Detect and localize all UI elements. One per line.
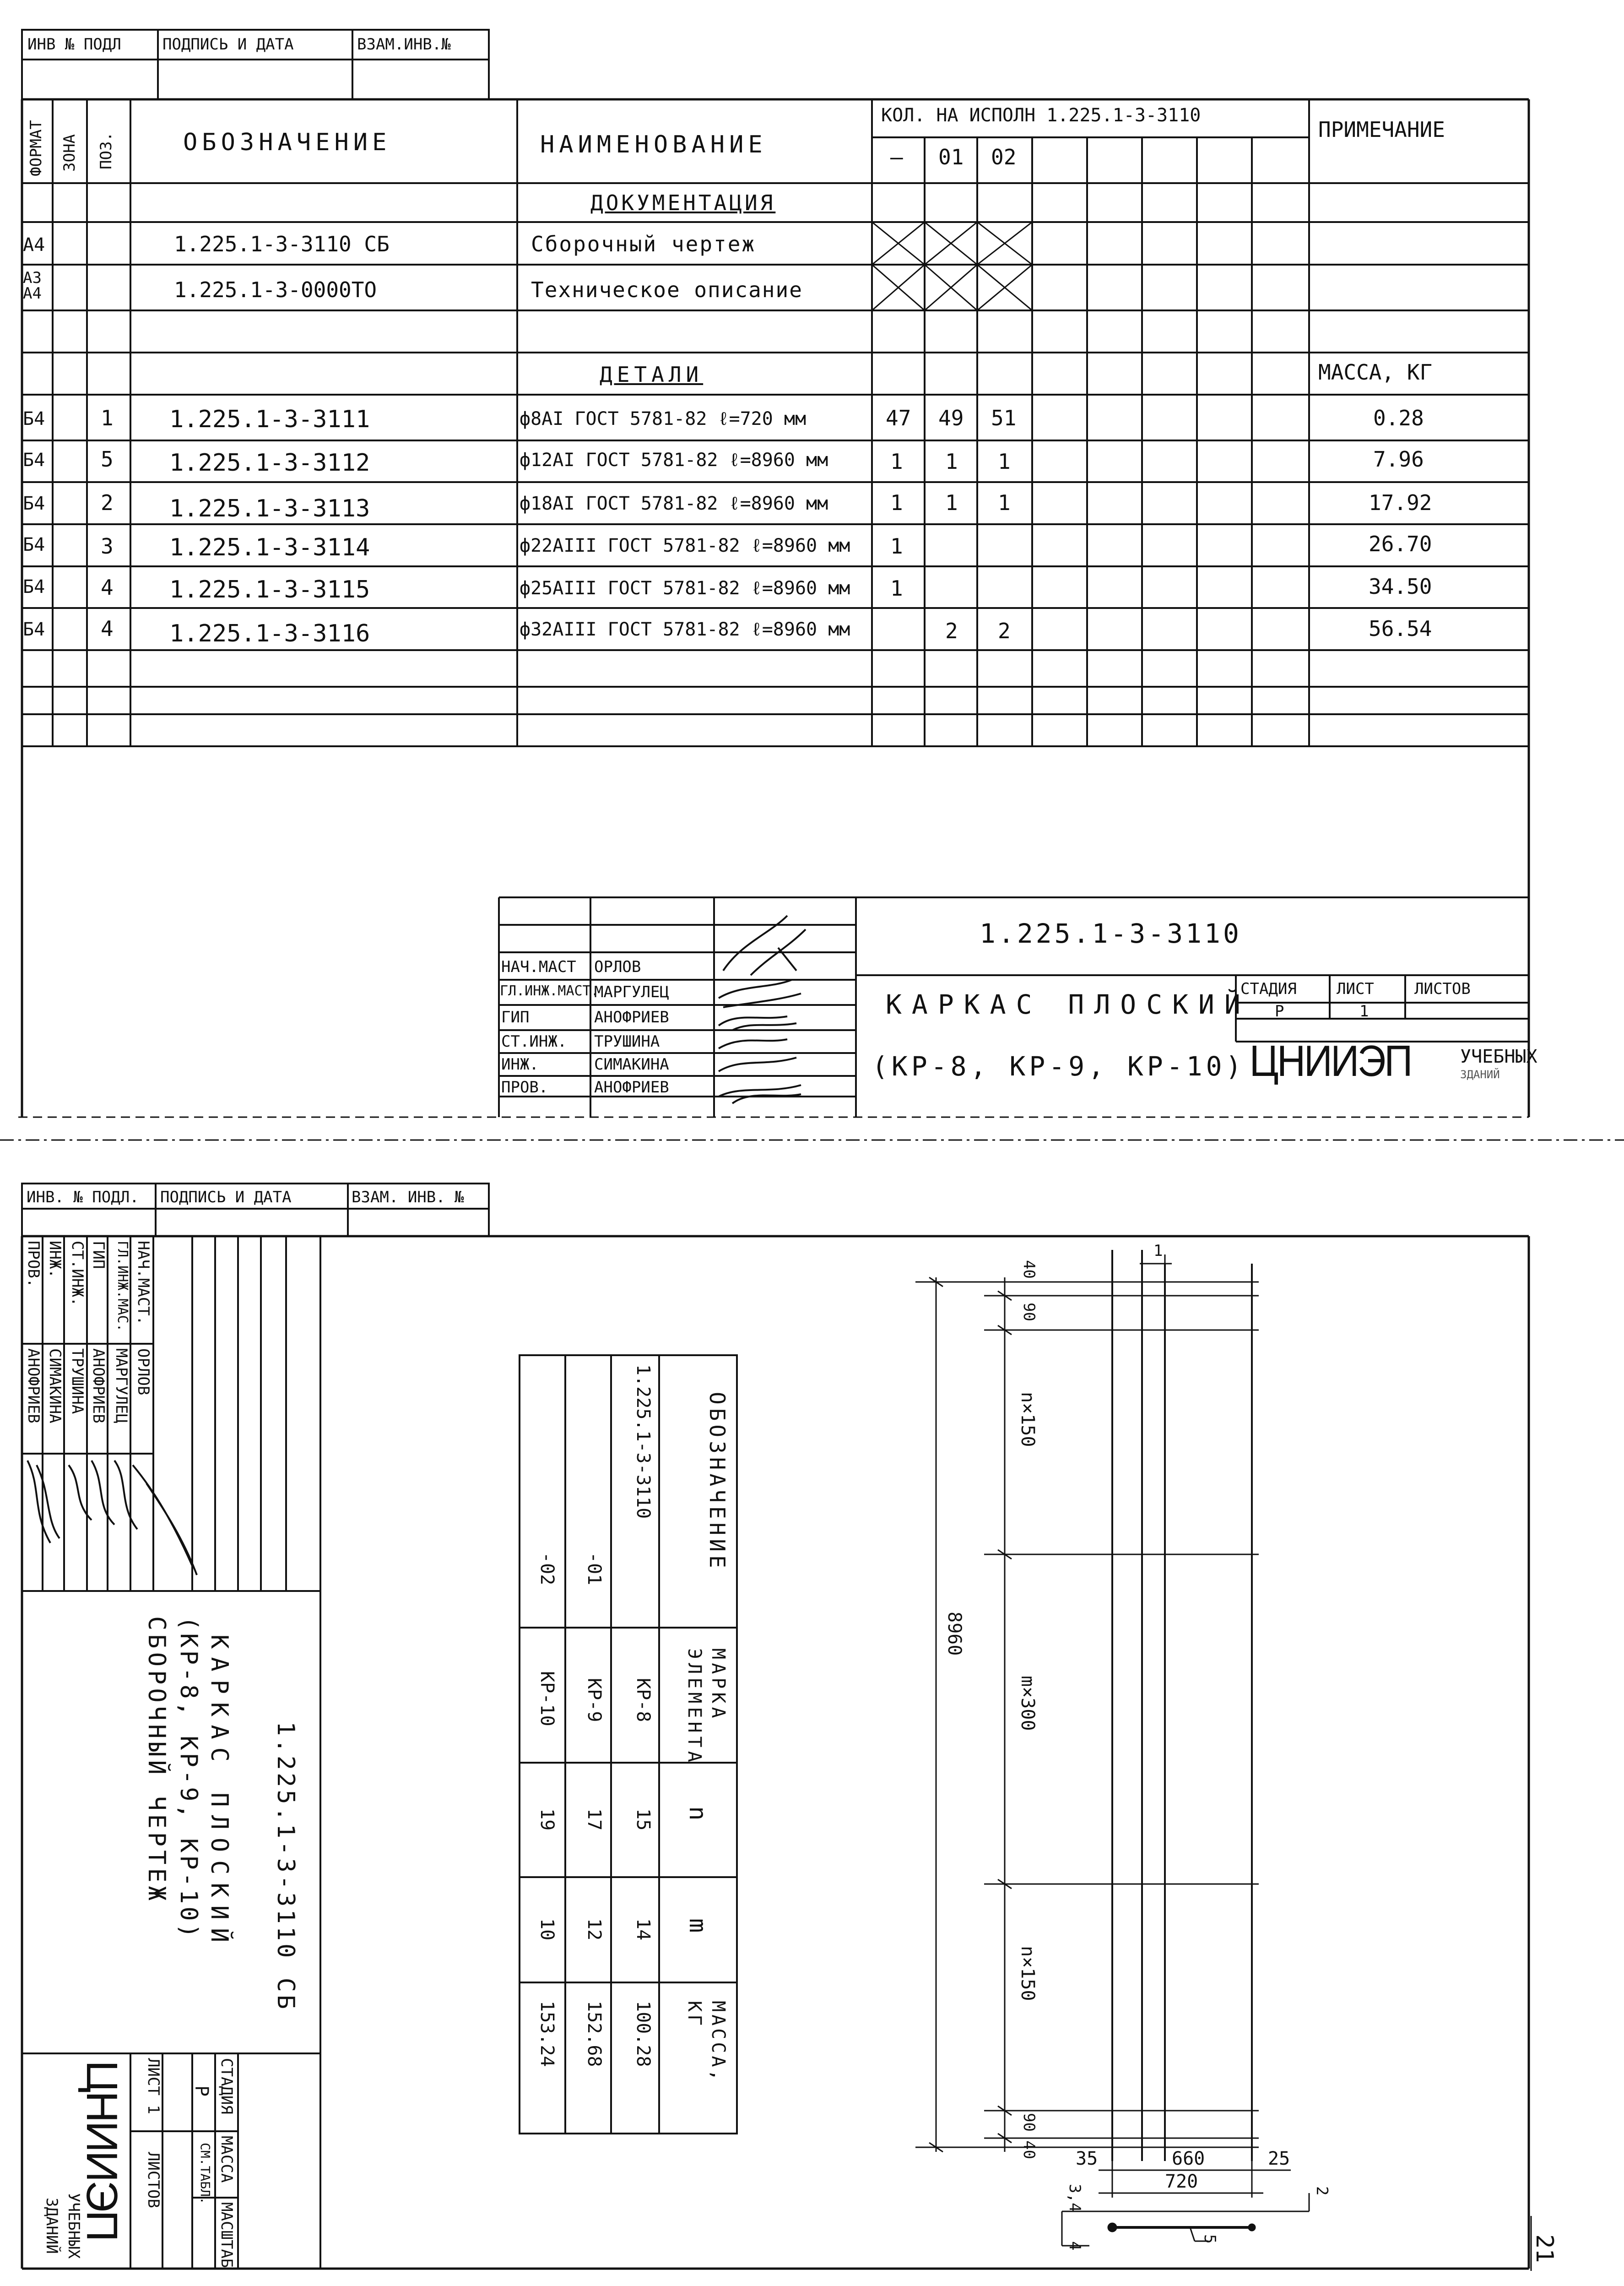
stamp-sign: ПОДПИСЬ И ДАТА	[162, 35, 294, 54]
stamp-inv: ИНВ № ПОДЛ	[27, 35, 121, 54]
part-q0: 1	[890, 490, 903, 515]
col-format: ФОРМАТ	[27, 120, 45, 176]
part-pos: 4	[101, 575, 114, 600]
tb1-stage-label: СТАДИЯ	[1240, 980, 1297, 998]
col-zone: ЗОНА	[60, 134, 79, 172]
dim-v-5: 90	[1020, 2113, 1038, 2132]
tb2-name-1: МАРГУЛЕЦ	[112, 1348, 130, 1423]
tb2-role-1: ГЛ.ИНЖ.МАС.	[114, 1241, 130, 1332]
tb2-role-5: ПРОВ.	[24, 1241, 43, 1288]
tb1-org: ЦНИИЭП	[1249, 1037, 1411, 1086]
tb2-mass-label: МАССА	[217, 2136, 236, 2183]
t2-h-designation: ОБОЗНАЧЕНИЕ	[705, 1392, 730, 1572]
tb1-role-3: СТ.ИНЖ.	[501, 1032, 567, 1051]
tb2-name-5: АНОФРИЕВ	[24, 1348, 43, 1423]
t2-r1-mark: КР-9	[584, 1678, 605, 1722]
t2-r2-m: 10	[536, 1918, 558, 1941]
stamp2-sign: ПОДПИСЬ И ДАТА	[160, 1188, 292, 1206]
part-pos: 3	[101, 534, 114, 559]
part-pos: 1	[101, 406, 114, 430]
part-q2: 1	[998, 449, 1011, 474]
part-name: ф22АIII ГОСТ 5781-82 ℓ=8960 мм	[520, 535, 850, 556]
part-q0: 1	[890, 449, 903, 474]
tb1-sheet-label: ЛИСТ	[1337, 980, 1374, 998]
part-q1: 2	[945, 619, 958, 643]
tb2-sheets-label: ЛИСТОВ	[144, 2152, 162, 2208]
part-q0: 47	[886, 406, 911, 430]
tb2-title1: КАРКАС ПЛОСКИЙ	[206, 1634, 233, 1951]
part-mass: 34.50	[1369, 574, 1432, 599]
tb2-sheet-label: ЛИСТ 1	[144, 2058, 162, 2114]
tb1-code: 1.225.1-3-3110	[980, 918, 1242, 949]
tb2-org-sub2: ЗДАНИЙ	[43, 2198, 61, 2254]
part-mass: 7.96	[1373, 447, 1424, 472]
tb2-role-0: НАЧ.МАСТ.	[134, 1241, 152, 1325]
tb1-stage: Р	[1275, 1002, 1284, 1021]
part-name: ф25АIII ГОСТ 5781-82 ℓ=8960 мм	[520, 578, 850, 599]
doc2-format: А3 А4	[23, 269, 42, 303]
dim-v-6: 40	[1020, 2140, 1038, 2159]
part-name: ф32АIII ГОСТ 5781-82 ℓ=8960 мм	[520, 619, 850, 640]
dim-v-2: n×150	[1017, 1392, 1038, 1447]
dim-h-1: 660	[1172, 2148, 1205, 2169]
tb2-title2: (КР-8, КР-9, КР-10)	[175, 1616, 202, 1941]
doc2-designation: 1.225.1-3-0000ТО	[174, 277, 377, 302]
part-pos: 2	[101, 490, 114, 515]
tb1-name-5: АНОФРИЕВ	[594, 1078, 669, 1097]
tb1-role-5: ПРОВ.	[501, 1078, 548, 1097]
part-q2: 1	[998, 490, 1011, 515]
t2-r1-m: 12	[584, 1918, 605, 1941]
part-designation: 1.225.1-3-3112	[169, 449, 370, 477]
dim-v-4: n×150	[1017, 1946, 1038, 2001]
dim-h-0: 35	[1076, 2148, 1098, 2169]
tb2-mass: СМ.ТАБЛ.	[198, 2143, 213, 2205]
part-format: Б4	[23, 619, 45, 640]
tb2-title3: СБОРОЧНЫЙ ЧЕРТЕЖ	[143, 1616, 170, 1904]
col-designation: ОБОЗНАЧЕНИЕ	[183, 129, 391, 156]
tb2-code: 1.225.1-3-3110 СБ	[272, 1721, 299, 2012]
qty-col-0: —	[890, 145, 903, 169]
part-mass: 0.28	[1373, 406, 1424, 430]
col-note: ПРИМЕЧАНИЕ	[1318, 117, 1445, 142]
part-q0: 1	[890, 576, 903, 601]
mass-header: МАССА, КГ	[1318, 360, 1433, 385]
tb1-title1: КАРКАС ПЛОСКИЙ	[886, 989, 1250, 1020]
part-format: Б4	[23, 534, 45, 555]
part-mass: 26.70	[1369, 532, 1432, 556]
page-number: 21	[1531, 2234, 1558, 2263]
tb2-scale-label: МАСШТАБ	[217, 2202, 236, 2268]
t2-r2-mark: КР-10	[536, 1671, 558, 1727]
dim-h-2: 25	[1268, 2148, 1290, 2169]
dim-v-1: 90	[1020, 1303, 1038, 1321]
stamp-replace: ВЗАМ.ИНВ.№	[357, 35, 451, 54]
t2-r2-designation: -02	[536, 1552, 558, 1586]
tb1-org-sub: УЧЕБНЫХ	[1460, 1046, 1537, 1067]
part-format: Б4	[23, 408, 45, 429]
part-designation: 1.225.1-3-3113	[169, 495, 370, 522]
doc1-designation: 1.225.1-3-3110 СБ	[174, 232, 390, 256]
t2-r0-mark: КР-8	[633, 1678, 654, 1722]
tb2-org-sub: УЧЕБНЫХ	[65, 2193, 83, 2259]
callout-1: 1	[1153, 1242, 1163, 1260]
tb1-role-4: ИНЖ.	[501, 1055, 539, 1074]
part-q0: 1	[890, 534, 903, 559]
t2-r0-n: 15	[633, 1808, 654, 1831]
tb1-sheet: 1	[1359, 1002, 1369, 1021]
tb2-role-4: ИНЖ.	[46, 1241, 64, 1278]
tb1-name-3: ТРУШИНА	[594, 1032, 660, 1051]
tb1-name-0: ОРЛОВ	[594, 958, 641, 976]
callout-3-4: 3,4	[1066, 2184, 1084, 2212]
qty-col-2: 02	[991, 145, 1017, 169]
tb1-title2: (КР-8, КР-9, КР-10)	[872, 1051, 1245, 1082]
tb1-name-1: МАРГУЛЕЦ	[594, 983, 669, 1001]
qty-col-1: 01	[938, 145, 964, 169]
t2-r2-mass: 153.24	[536, 2001, 558, 2067]
tb2-name-4: СИМАКИНА	[46, 1348, 64, 1423]
doc1-format: А4	[23, 234, 45, 255]
section-parts: ДЕТАЛИ	[600, 362, 704, 387]
dim-v-0: 40	[1020, 1260, 1038, 1279]
part-q1: 1	[945, 449, 958, 474]
tb2-org: ЦНИИЭП	[77, 2060, 126, 2240]
part-name: ф18АI ГОСТ 5781-82 ℓ=8960 мм	[520, 493, 828, 514]
doc1-name: Сборочный чертеж	[531, 232, 756, 256]
dim-total: 8960	[944, 1612, 965, 1656]
tb1-name-2: АНОФРИЕВ	[594, 1008, 669, 1026]
callout-5: 5	[1201, 2234, 1219, 2244]
part-format: Б4	[23, 576, 45, 597]
t2-r1-designation: -01	[584, 1552, 605, 1586]
t2-r1-mass: 152.68	[584, 2001, 605, 2067]
part-name: ф8АI ГОСТ 5781-82 ℓ=720 мм	[520, 408, 807, 429]
section-docs: ДОКУМЕНТАЦИЯ	[590, 190, 776, 215]
part-pos: 4	[101, 616, 114, 641]
tb1-org-sub2: ЗДАНИЙ	[1460, 1068, 1500, 1081]
t2-h-mass: МАССА, КГ	[684, 2001, 729, 2084]
t2-r0-m: 14	[633, 1918, 654, 1941]
part-q2: 51	[991, 406, 1017, 430]
part-mass: 17.92	[1369, 490, 1432, 515]
tb2-stage-label: СТАДИЯ	[217, 2058, 236, 2114]
col-name: НАИМЕНОВАНИЕ	[540, 131, 767, 158]
part-name: ф12АI ГОСТ 5781-82 ℓ=8960 мм	[520, 450, 828, 471]
tb1-role-1: ГЛ.ИНЖ.МАСТ.	[500, 983, 599, 999]
part-designation: 1.225.1-3-3114	[169, 534, 370, 561]
t2-h-n: n	[684, 1806, 711, 1821]
part-designation: 1.225.1-3-3115	[169, 576, 370, 603]
tb2-name-3: ТРУШИНА	[68, 1348, 87, 1414]
tb1-role-2: ГИП	[501, 1008, 530, 1026]
col-qty: КОЛ. НА ИСПОЛН 1.225.1-3-3110	[881, 105, 1201, 126]
part-q1: 49	[938, 406, 964, 430]
tb1-sheets-label: ЛИСТОВ	[1414, 980, 1471, 998]
tb2-name-2: АНОФРИЕВ	[89, 1348, 108, 1423]
t2-h-mark: МАРКА ЭЛЕМЕНТА	[684, 1648, 729, 1766]
part-q2: 2	[998, 619, 1011, 643]
callout-2: 2	[1313, 2186, 1331, 2196]
t2-r2-n: 19	[536, 1808, 558, 1831]
doc2-name: Техническое описание	[531, 277, 803, 302]
tb1-role-0: НАЧ.МАСТ	[501, 958, 576, 976]
tb2-role-2: ГИП	[89, 1241, 108, 1269]
dim-h-3: 720	[1165, 2171, 1198, 2192]
t2-r1-n: 17	[584, 1808, 605, 1831]
t2-r0-designation: 1.225.1-3-3110	[633, 1364, 654, 1519]
dim-v-3: m×300	[1017, 1676, 1038, 1731]
tb2-stage: Р	[191, 2085, 212, 2097]
part-format: Б4	[23, 493, 45, 514]
part-designation: 1.225.1-3-3116	[169, 620, 370, 647]
part-q1: 1	[945, 490, 958, 515]
t2-h-m: m	[684, 1918, 711, 1933]
stamp2-inv: ИНВ. № ПОДЛ.	[27, 1188, 139, 1206]
col-pos: ПОЗ.	[97, 132, 115, 169]
tb2-role-3: СТ.ИНЖ.	[68, 1241, 87, 1307]
part-mass: 56.54	[1369, 616, 1432, 641]
t2-r0-mass: 100.28	[633, 2001, 654, 2067]
part-format: Б4	[23, 450, 45, 471]
stamp2-replace: ВЗАМ. ИНВ. №	[352, 1188, 464, 1206]
callout-4: 4	[1066, 2241, 1084, 2251]
part-pos: 5	[101, 447, 114, 472]
tb2-name-0: ОРЛОВ	[134, 1348, 152, 1395]
tb1-name-4: СИМАКИНА	[594, 1055, 669, 1074]
part-designation: 1.225.1-3-3111	[169, 406, 370, 433]
